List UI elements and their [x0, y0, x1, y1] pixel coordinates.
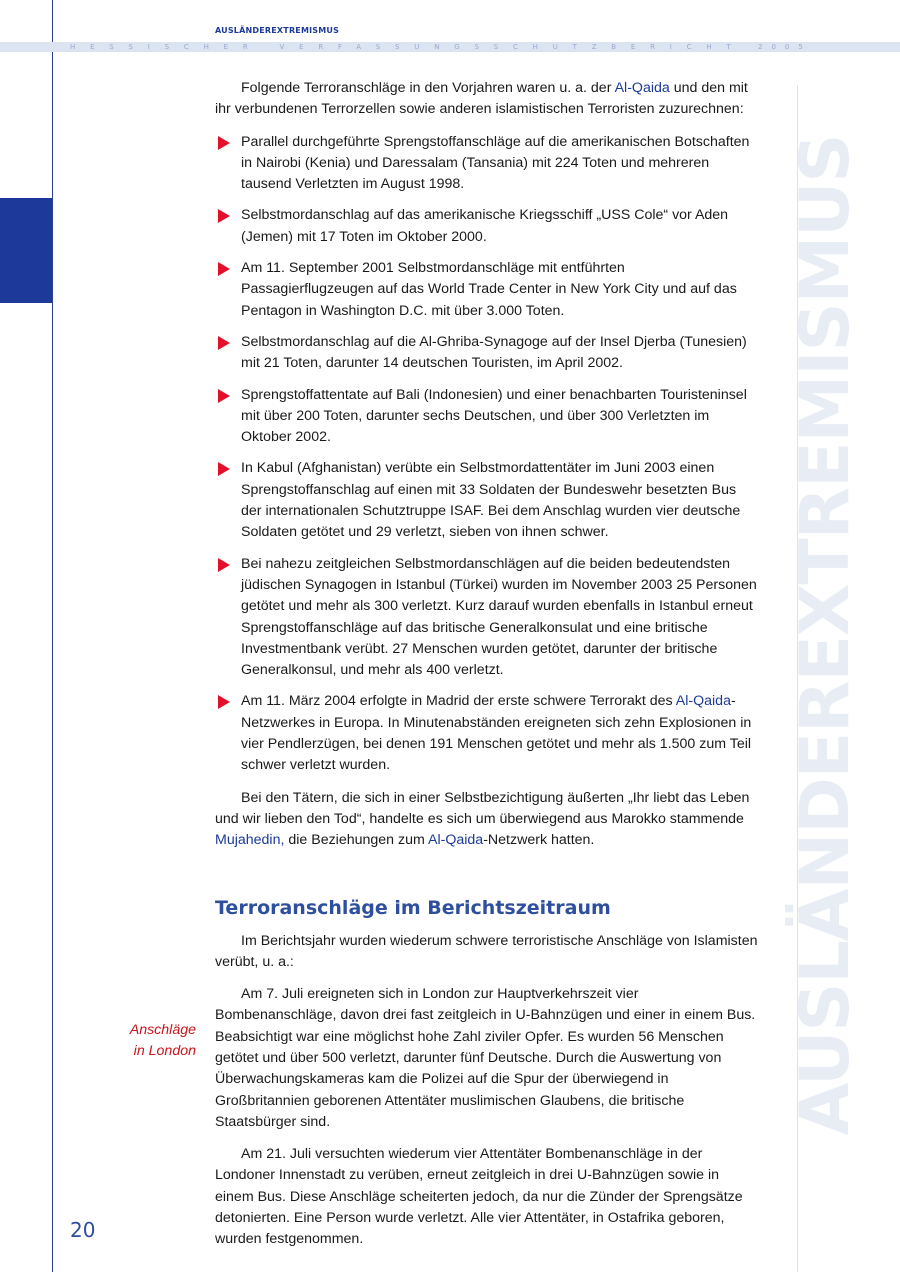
- bullet-triangle-icon: [218, 336, 230, 350]
- bullet-triangle-icon: [218, 558, 230, 572]
- perpetrators-paragraph: [215, 788, 760, 852]
- bullet-triangle-icon: [218, 389, 230, 403]
- watermark-text: AUSLÄNDEREXTREMISMUS: [786, 134, 865, 1136]
- list-item: [215, 205, 760, 248]
- list-item: [215, 554, 760, 682]
- left-margin-rule: [52, 0, 53, 1272]
- attack-list: [215, 132, 760, 777]
- page-number: 20: [70, 1218, 96, 1242]
- intro-paragraph: [215, 78, 760, 121]
- section-label: AUSLÄNDEREXTREMISMUS: [215, 26, 340, 35]
- margin-note: [95, 1020, 196, 1063]
- section-heading: Terroranschläge im Berichtszeitraum: [215, 896, 611, 919]
- list-item: [215, 258, 760, 322]
- perpetrators-text-middle: die Beziehungen zum: [284, 832, 428, 849]
- list-item-text-before: Am 11. März 2004 erfolgte in Madrid der erste schwere Terrorakt des: [241, 693, 676, 710]
- london-july7-paragraph: Am 7. Juli ereigneten sich in London zur Hauptverkehrszeit vier Bombenanschläge, davon drei fast zeitgleich in U-Bahnzügen und einer in einem Bus. Beabsichtigt war eine möglichst hohe Zahl ziviler Opfer. Es wurden 56 Menschen getötet und über 500 verletzt, darunter fünf Deutsche. Durch die Auswertung von Überwachungskameras kam die Polizei auf die Spur der überwiegend in Großbritannien geborenen Attentäter muslimischen Glaubens, die britische Staatsbürger sind.: [215, 986, 756, 1130]
- bullet-triangle-icon: [218, 262, 230, 276]
- list-item: [215, 332, 760, 375]
- list-item-text: Selbstmordanschlag auf die Al-Ghriba-Synagoge auf der Insel Djerba (Tunesien) mit 21 Toten, darunter 14 deutschen Touristen, im April 2002.: [241, 333, 747, 372]
- list-item-text: Am 11. September 2001 Selbstmordanschläge mit entführten Passagierflugzeugen auf das World Trade Center in New York City und auf das Pentagon in Washington D.C. mit über 3.000 Toten.: [241, 260, 737, 319]
- perpetrators-text-before: Bei den Tätern, die sich in einer Selbstbezichtigung äußerten „Ihr liebt das Leben und wir lieben den Tod“, handelte es sich um überwiegend aus Marokko stammende: [215, 789, 750, 827]
- margin-note-line-1: Anschläge: [129, 1022, 196, 1038]
- chapter-tab: [0, 198, 52, 303]
- bullet-triangle-icon: [218, 136, 230, 150]
- list-item-text-after: -Netzwerkes in Europa. In Minutenabständen ereigneten sich zehn Explosionen in vier Pendlerzügen, bei denen 191 Menschen getötet und mehr als 1.500 zum Teil schwer verletzt wurden.: [241, 693, 752, 774]
- glossary-term-al-qaida: Al-Qaida: [427, 832, 484, 849]
- list-item: [215, 385, 760, 449]
- intro-text-after: und den mit ihr verbundenen Terrorzellen sowie anderen islamistischen Terroristen zuzurechnen:: [215, 80, 748, 118]
- bullet-triangle-icon: [218, 209, 230, 223]
- header-band-title: HESSISCHER VERFASSUNGSSCHUTZBERICHT: [70, 43, 746, 51]
- list-item: [215, 132, 760, 196]
- glossary-term-al-qaida: Al-Qaida: [614, 80, 670, 96]
- list-item: [215, 691, 760, 776]
- list-item: [215, 458, 760, 543]
- list-item-text: Selbstmordanschlag auf das amerikanische Kriegsschiff „USS Cole“ vor Aden (Jemen) mit 17 Toten im Oktober 2000.: [241, 207, 729, 245]
- intro-text-before: Folgende Terroranschläge in den Vorjahren waren u. a. der: [241, 80, 615, 96]
- margin-note-line-2: in London: [133, 1043, 196, 1060]
- bullet-triangle-icon: [218, 462, 230, 476]
- list-item-text: Sprengstoffattentate auf Bali (Indonesien) und einer benachbarten Touristeninsel mit über 200 Toten, darunter sechs Deutschen, und über 300 Verletzten im Oktober 2002.: [241, 386, 747, 446]
- glossary-term-mujahedin: Mujahedin,: [215, 832, 285, 849]
- body-text: [215, 78, 760, 1262]
- header-band-year: 2005: [758, 43, 812, 51]
- list-item-text: Bei nahezu zeitgleichen Selbstmordanschlägen auf die beiden bedeutendsten jüdischen Synagogen in Istanbul (Türkei) wurden im November 2003 25 Personen getötet und mehr als 300 verletzt. Kurz darauf wurden ebenfalls in Istanbul erneut Sprengstoffanschläge auf das britische Generalkonsulat und eine britische Investmentbank verübt. 27 Menschen wurden getötet, darunter der britische Generalkonsul, und mehr als 400 verletzt.: [241, 555, 757, 679]
- glossary-term-al-qaida: Al-Qaida: [675, 693, 731, 710]
- london-july21-paragraph: Am 21. Juli versuchten wiederum vier Attentäter Bombenanschläge in der Londoner Innenstadt zu verüben, erneut zeitgleich in drei U-Bahnzügen sowie in einem Bus. Diese Anschläge scheiterten jedoch, da nur die Zünder der Sprengsätze detonierten. Eine Person wurde verletzt. Alle vier Attentäter, in Ostafrika geboren, wurden festgenommen.: [215, 1146, 743, 1248]
- bullet-triangle-icon: [218, 695, 230, 709]
- list-item-text: Parallel durchgeführte Sprengstoffanschläge auf die amerikanischen Botschaften in Nairobi (Kenia) und Daressalam (Tansania) mit 224 Toten und mehreren tausend Verletzten im August 1998.: [241, 133, 750, 193]
- perpetrators-text-after: -Netzwerk hatten.: [483, 832, 595, 849]
- report-year-paragraph: Im Berichtsjahr wurden wiederum schwere terroristische Anschläge von Islamisten verübt, u. a.:: [215, 932, 758, 970]
- list-item-text: In Kabul (Afghanistan) verübte ein Selbstmordattentäter im Juni 2003 einen Sprengstoffanschlag auf einen mit 33 Soldaten der Bundeswehr besetzten Bus der internationalen Schutztruppe ISAF. Bei dem Anschlag wurden vier deutsche Soldaten getötet und 29 verletzt, sieben von ihnen schwer.: [241, 460, 741, 541]
